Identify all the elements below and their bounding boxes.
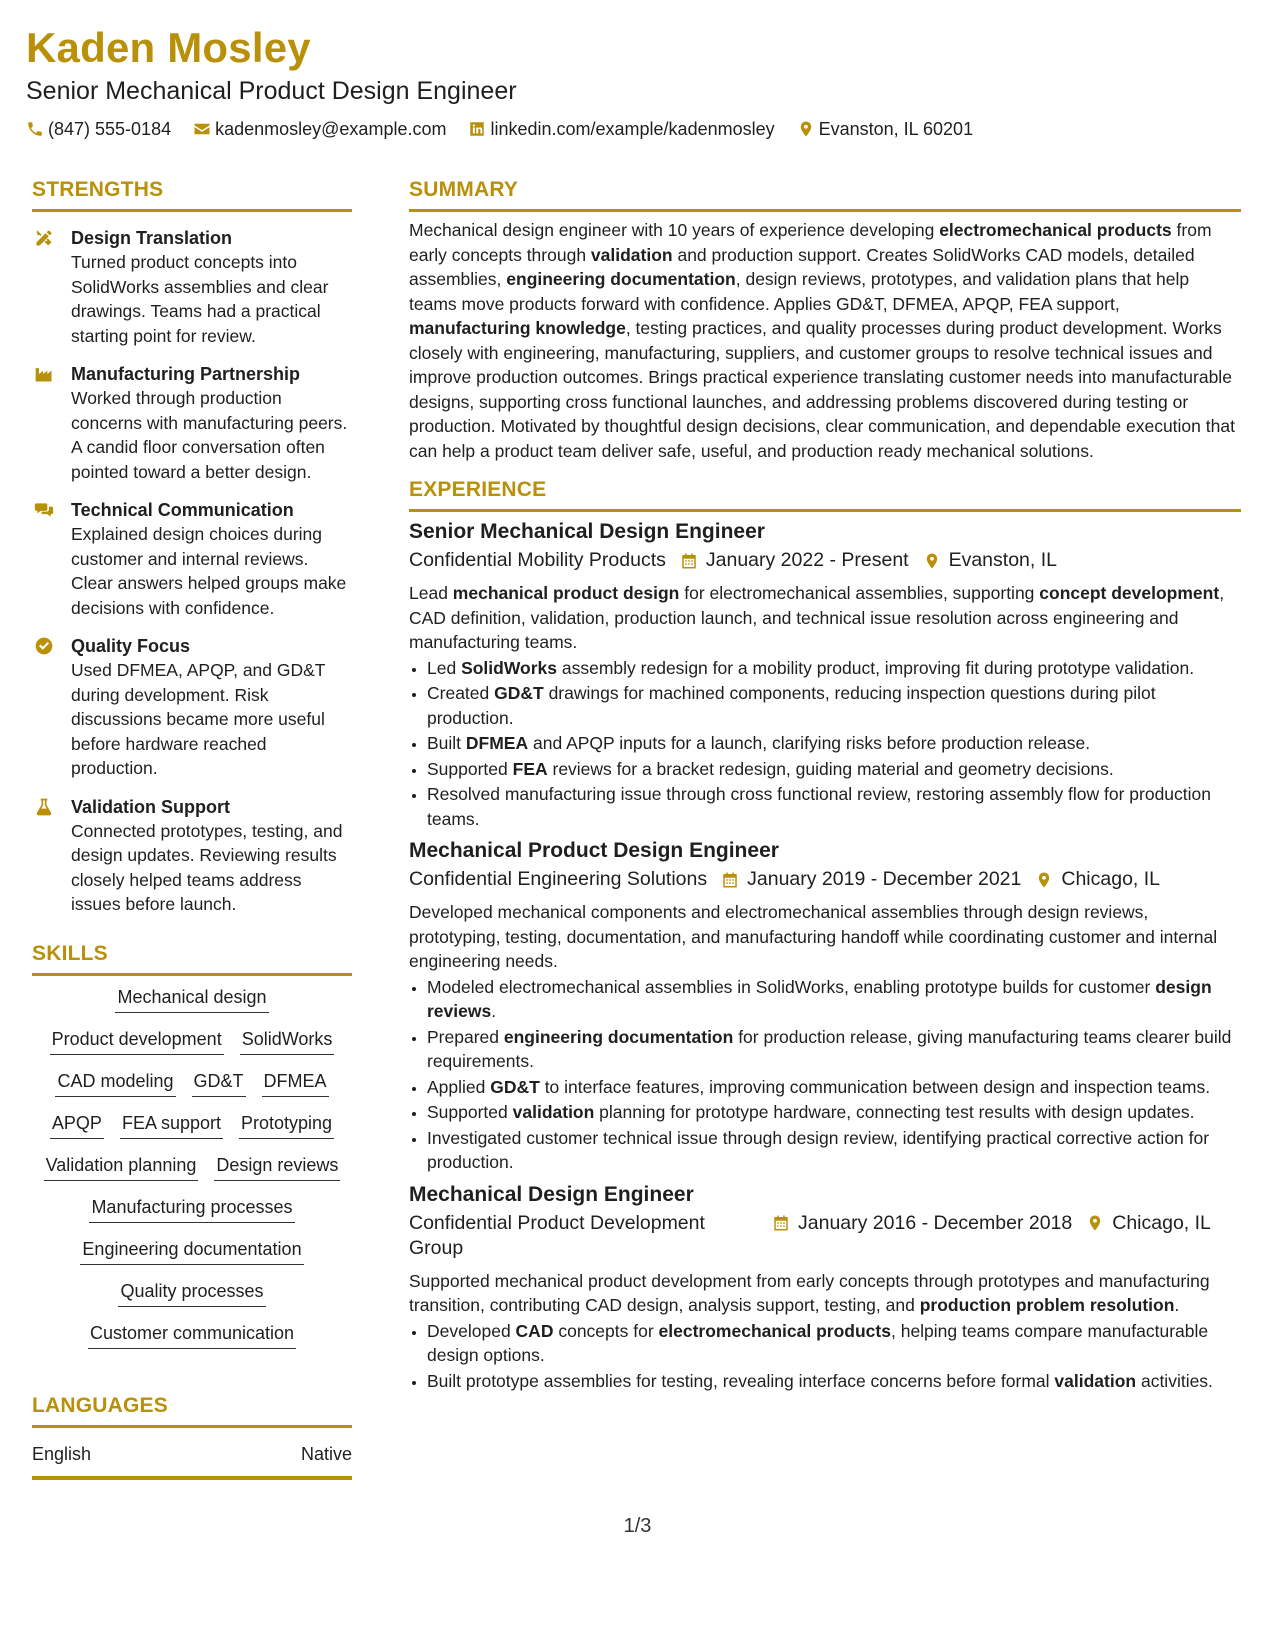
job-bullet: • Supported FEA reviews for a bracket redesign, guiding material and geometry decisions.: [427, 757, 1241, 782]
job-meta: [409, 548, 1241, 573]
calendar-icon: [721, 870, 739, 890]
summary-text: Mechanical design engineer with 10 years of experience developing electromechanical products from early concepts through validation and production support. Creates SolidWorks CAD models, detailed assemblies, engineering documentation, design reviews, prototypes, and validation plans that help teams move products forward with confidence. Applies GD&T, DFMEA, APQP, FEA support, manufacturing knowledge, testing practices, and quality processes during product development. Works closely with engineering, manufacturing, suppliers, and customer groups to resolve technical issues and improve production outcomes. Brings practical experience translating customer needs into manufacturable designs, supporting cross functional launches, and addressing problems discovered during testing or production. Motivated by thoughtful design decisions, clear communication, and dependable execution that can help a product team deliver safe, useful, and production ready mechanical solutions.: [409, 220, 1235, 461]
left-column: [32, 177, 352, 1480]
job-location: [923, 548, 1057, 573]
language-level: Native: [300, 1443, 352, 1464]
flask-icon: [34, 797, 54, 817]
linkedin-icon: [468, 120, 486, 138]
job-dates-text: January 2016 - December 2018: [798, 1211, 1073, 1234]
strength-item: [32, 795, 352, 917]
skill-tag: Customer communication: [88, 1320, 296, 1349]
strength-title: Technical Communication: [71, 500, 294, 520]
skill-tag: GD&T: [192, 1068, 246, 1097]
resume-header: [26, 22, 1255, 140]
language-item: [32, 1442, 352, 1480]
skill-tag: CAD modeling: [55, 1068, 175, 1097]
job-bullet: • Led SolidWorks assembly redesign for a mobility product, improving fit during prototype validation.: [427, 656, 1241, 681]
skill-tag: APQP: [50, 1110, 104, 1139]
pencil-ruler-icon: [34, 228, 54, 248]
skill-tag: FEA support: [120, 1110, 223, 1139]
job-bullets: [409, 656, 1241, 832]
strengths-heading: STRENGTHS: [32, 177, 352, 212]
job-company: Confidential Mobility Products: [409, 549, 666, 571]
job-bullet: • Investigated customer technical issue through design review, identifying practical corrective action for production.: [427, 1126, 1241, 1175]
job-bullet: • Developed CAD concepts for electromechanical products, helping teams compare manufacturable design options.: [427, 1319, 1241, 1368]
skill-tag: Product development: [50, 1026, 224, 1055]
skill-row: [32, 1068, 352, 1097]
contact-phone: [26, 118, 171, 140]
job-title: Mechanical Product Design Engineer: [409, 839, 779, 862]
phone-text: (847) 555-0184: [48, 119, 172, 139]
job-description: Supported mechanical product development from early concepts through prototypes and manufacturing transition, contributing CAD design, analysis support, testing, and production problem resolution.: [409, 1270, 1210, 1315]
skill-row: [32, 1278, 352, 1307]
job-bullet: • Built DFMEA and APQP inputs for a launch, clarifying risks before production release.: [427, 731, 1241, 756]
map-pin-icon: [1086, 1213, 1104, 1233]
skill-tag: Mechanical design: [115, 984, 268, 1013]
job-bullet: • Applied GD&T to interface features, improving communication between design and inspection teams.: [427, 1075, 1241, 1100]
summary-heading: SUMMARY: [409, 177, 1241, 212]
job-entry: [409, 1181, 1241, 1394]
location-text: Evanston, IL 60201: [818, 119, 974, 139]
skill-row: [32, 1026, 352, 1055]
skill-row: [32, 984, 352, 1013]
job-dates: [721, 867, 1021, 892]
job-location-text: Evanston, IL: [948, 549, 1057, 571]
comments-icon: [34, 500, 54, 520]
candidate-title: Senior Mechanical Product Design Engineer: [26, 77, 517, 105]
factory-icon: [34, 364, 54, 384]
job-description: Developed mechanical components and electromechanical assemblies through design reviews, prototyping, testing, documentation, and manufacturing handoff while coordinating customer and internal engineering needs.: [409, 902, 1218, 971]
job-title: Mechanical Design Engineer: [409, 1182, 694, 1206]
skill-tag: Design reviews: [214, 1152, 340, 1181]
skill-row: [32, 1194, 352, 1223]
job-bullet: • Supported validation planning for prototype hardware, connecting test results with design updates.: [427, 1100, 1241, 1125]
email-text: kadenmosley@example.com: [215, 119, 447, 139]
contact-email[interactable]: [193, 118, 446, 140]
experience-heading: EXPERIENCE: [409, 477, 1241, 512]
job-title: Senior Mechanical Design Engineer: [409, 520, 765, 543]
contact-bar: [26, 118, 1255, 140]
skill-row: [32, 1320, 352, 1349]
job-location: [1086, 1211, 1211, 1236]
right-column: [409, 177, 1241, 1393]
languages-heading: LANGUAGES: [32, 1393, 352, 1428]
job-meta: [409, 1211, 1241, 1261]
strength-desc: Explained design choices during customer and internal reviews. Clear answers helped groups make decisions with confidence.: [71, 524, 347, 618]
map-pin-icon: [797, 120, 815, 138]
strength-desc: Used DFMEA, APQP, and GD&T during development. Risk discussions became more useful before hardware reached production.: [71, 660, 326, 778]
job-company: Confidential Engineering Solutions: [409, 868, 708, 890]
calendar-icon: [772, 1213, 790, 1233]
job-dates: [772, 1211, 1072, 1236]
job-bullets: [409, 1319, 1241, 1394]
skill-tag: Manufacturing processes: [89, 1194, 294, 1223]
language-name: English: [32, 1443, 92, 1464]
contact-linkedin[interactable]: [468, 118, 774, 140]
skill-tag: SolidWorks: [240, 1026, 335, 1055]
check-circle-icon: [34, 636, 54, 656]
strength-title: Manufacturing Partnership: [71, 364, 301, 384]
job-company: Confidential Product Development Group: [409, 1211, 705, 1259]
job-bullet: • Modeled electromechanical assemblies in SolidWorks, enabling prototype builds for customer design reviews.: [427, 975, 1241, 1024]
skill-tag: Engineering documentation: [80, 1236, 303, 1265]
job-dates-text: January 2019 - December 2021: [747, 868, 1022, 890]
strength-item: [32, 226, 352, 348]
job-bullet: • Created GD&T drawings for machined components, reducing inspection questions during pilot production.: [427, 681, 1241, 730]
skill-row: [32, 1110, 352, 1139]
job-bullet: • Built prototype assemblies for testing, revealing interface concerns before formal validation activities.: [427, 1369, 1241, 1394]
job-bullets: [409, 975, 1241, 1175]
strength-desc: Turned product concepts into SolidWorks assemblies and clear drawings. Teams had a practical starting point for review.: [71, 252, 329, 346]
skill-tag: Quality processes: [118, 1278, 265, 1307]
strength-title: Design Translation: [71, 228, 233, 248]
strength-title: Validation Support: [71, 796, 231, 817]
job-dates: [680, 548, 909, 573]
strength-item: [32, 362, 352, 484]
skill-tag: Prototyping: [239, 1110, 334, 1139]
experience-list: [409, 518, 1241, 1393]
map-pin-icon: [1035, 870, 1053, 890]
job-location: [1035, 867, 1160, 892]
contact-location: [797, 118, 973, 140]
strength-desc: Worked through production concerns with manufacturing peers. A candid floor conversation often pointed toward a better design.: [71, 388, 348, 482]
skill-row: [32, 1152, 352, 1181]
strength-item: [32, 498, 352, 620]
map-pin-icon: [923, 551, 941, 571]
skill-row: [32, 1236, 352, 1265]
job-dates-text: January 2022 - Present: [705, 549, 909, 571]
job-bullet: • Resolved manufacturing issue through cross functional review, restoring assembly flow for production teams.: [427, 782, 1241, 831]
phone-icon: [26, 120, 44, 138]
envelope-icon: [193, 120, 211, 138]
skill-tag: DFMEA: [262, 1068, 329, 1097]
skill-tag: Validation planning: [44, 1152, 199, 1181]
candidate-name: Kaden Mosley: [26, 24, 311, 71]
job-location-text: Chicago, IL: [1061, 868, 1161, 890]
calendar-icon: [680, 551, 698, 571]
skills-heading: SKILLS: [32, 941, 352, 976]
job-description: Lead mechanical product design for electromechanical assemblies, supporting concept development, CAD definition, validation, production launch, and technical issue resolution across engineering and manufacturing teams.: [409, 583, 1225, 652]
job-location-text: Chicago, IL: [1112, 1211, 1211, 1234]
linkedin-text: linkedin.com/example/kadenmosley: [490, 119, 775, 139]
job-entry: [409, 518, 1241, 831]
strength-title: Quality Focus: [71, 636, 191, 656]
strength-item: [32, 634, 352, 781]
job-meta: [409, 867, 1241, 892]
skills-list: [32, 984, 352, 1349]
strengths-list: [32, 226, 352, 917]
languages-list: [32, 1442, 352, 1480]
job-entry: [409, 837, 1241, 1175]
job-bullet: • Prepared engineering documentation for production release, giving manufacturing teams clearer build requirements.: [427, 1025, 1241, 1074]
page-number: 1/3: [623, 1515, 652, 1537]
strength-desc: Connected prototypes, testing, and design updates. Reviewing results closely helped teams address issues before launch.: [71, 820, 343, 914]
